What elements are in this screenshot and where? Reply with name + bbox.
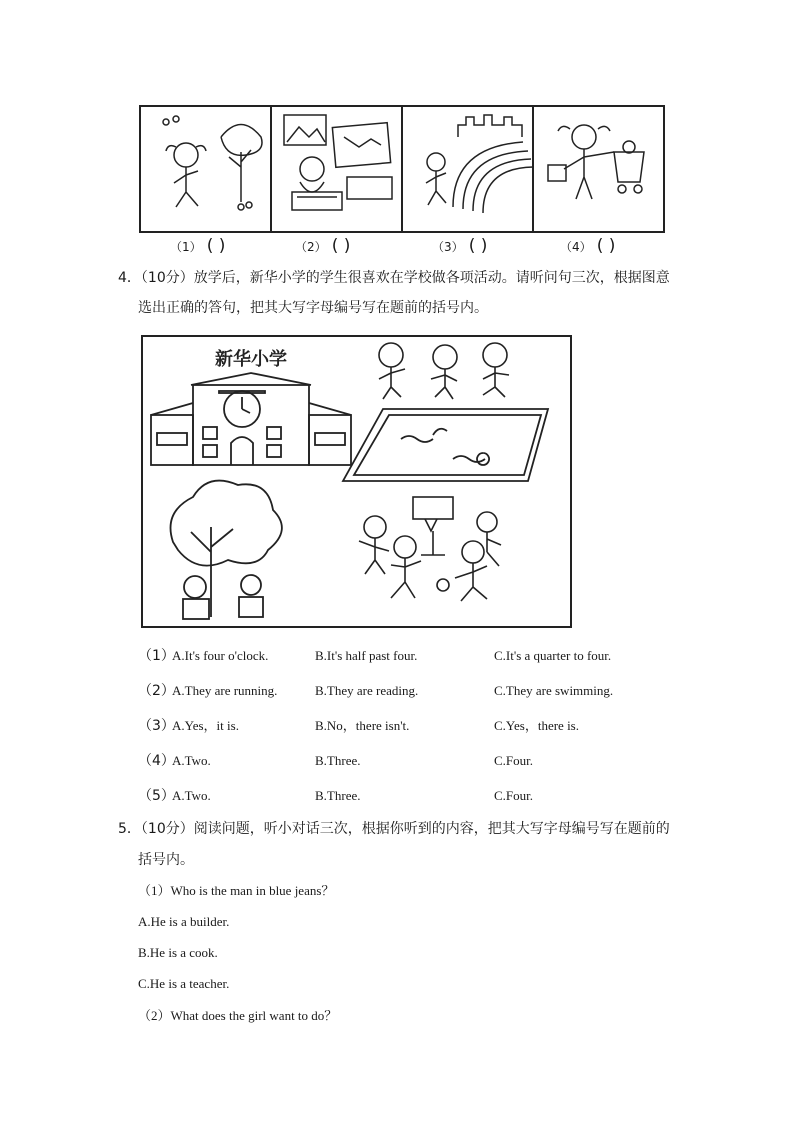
picture-boy-watching-tv (284, 115, 392, 210)
q5-sub2-question: （2）What does the girl want to do？ (138, 1008, 338, 1023)
option-c: C.It's a quarter to four. (494, 648, 612, 663)
q4-instruction-line2: 选出正确的答句，把其大写字母编号写在题前的括号内。 (138, 300, 488, 316)
answer-blank[interactable]: ( ) (468, 236, 488, 256)
option-number: （1） (138, 648, 175, 664)
school-scene (143, 337, 570, 626)
school-building (151, 373, 351, 465)
q5-sub1-option-b: B.He is a cook. (138, 945, 218, 960)
school-sign: 新华小学 (215, 349, 287, 370)
q3-caption-2 (295, 236, 350, 256)
q3-caption-3 (432, 236, 487, 256)
caption-number: （3） (432, 240, 464, 254)
q5-sub1-option-a: A.He is a builder. (138, 914, 230, 929)
option-a: A.They are running. (172, 683, 278, 698)
tree-and-readers (171, 481, 282, 619)
picture-girl-in-park (163, 116, 262, 210)
option-a: A.Yes，it is. (172, 718, 239, 733)
q3-caption-1 (170, 236, 225, 256)
basketball-court (359, 497, 501, 601)
option-number: （5） (138, 788, 175, 804)
q4-instruction-line1: 4．（10分）放学后，新华小学的学生很喜欢在学校做各项活动。请听问句三次，根据图意 (118, 270, 670, 286)
answer-blank[interactable]: ( ) (331, 236, 351, 256)
q5-sub1-option-c: C.He is a teacher. (138, 976, 230, 991)
q3-pictures (141, 107, 663, 231)
option-number: （2） (138, 683, 175, 699)
q5-instruction-line2: 括号内。 (138, 852, 194, 868)
q3-picture-strip (139, 105, 665, 233)
q5-instruction-line1: 5．（10分）阅读问题，听小对话三次，根据你听到的内容，把其大写字母编号写在题前的 (118, 821, 670, 837)
option-b: B.They are reading. (315, 683, 419, 698)
answer-blank[interactable]: ( ) (596, 236, 616, 256)
option-a: A.It's four o'clock. (172, 648, 269, 663)
option-number: （4） (138, 753, 175, 769)
option-b: B.It's half past four. (315, 648, 418, 663)
swimming-pool (343, 409, 548, 481)
option-a: A.Two. (172, 753, 211, 768)
option-c: C.Four. (494, 753, 534, 768)
option-a: A.Two. (172, 788, 211, 803)
q3-caption-4 (560, 236, 615, 256)
caption-number: （2） (295, 240, 327, 254)
answer-blank[interactable]: ( ) (206, 236, 226, 256)
option-b: B.No，there isn't. (315, 718, 410, 733)
option-c: C.They are swimming. (494, 683, 614, 698)
q5-sub1-question: （1）Who is the man in blue jeans？ (138, 883, 335, 898)
q4-school-picture (141, 335, 572, 628)
picture-girl-shopping (548, 125, 644, 199)
option-number: （3） (138, 718, 175, 734)
option-b: B.Three. (315, 788, 361, 803)
picture-boy-running-track (426, 115, 533, 213)
option-b: B.Three. (315, 753, 361, 768)
option-c: C.Yes，there is. (494, 718, 579, 733)
children-running (379, 343, 509, 399)
option-c: C.Four. (494, 788, 534, 803)
caption-number: （1） (170, 240, 202, 254)
caption-number: （4） (560, 240, 592, 254)
